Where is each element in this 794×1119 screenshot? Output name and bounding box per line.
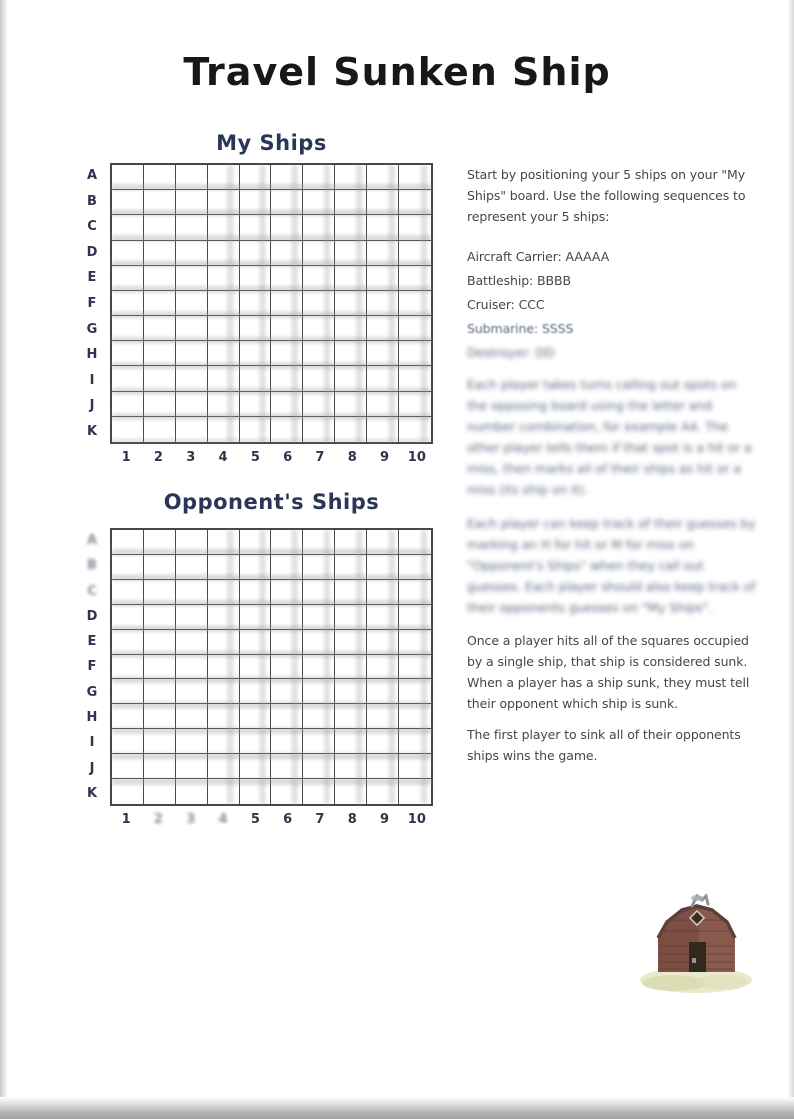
col-label-4: 4 xyxy=(218,812,228,827)
page-edge-left xyxy=(0,0,8,1119)
board-cell xyxy=(176,392,208,417)
board-cell xyxy=(240,366,272,391)
board-cell xyxy=(271,555,303,580)
ship-destroyer: Destroyer: DD xyxy=(467,345,555,360)
board-cell xyxy=(367,729,399,754)
game-grid xyxy=(110,528,433,806)
board-cell xyxy=(112,215,144,240)
board-cell xyxy=(176,679,208,704)
board-cell xyxy=(303,555,335,580)
board-cell xyxy=(399,580,431,605)
intro-paragraph: Start by positioning your 5 ships on your "My Ships" board. Use the following sequences to represent your 5 ships: xyxy=(467,167,746,224)
board-cell xyxy=(144,417,176,442)
board-cell xyxy=(144,729,176,754)
board-cell xyxy=(335,165,367,190)
board-cell xyxy=(271,417,303,442)
board-cell xyxy=(271,165,303,190)
col-label-3: 3 xyxy=(186,812,196,827)
barn-image xyxy=(636,884,758,996)
board-cell xyxy=(240,530,272,555)
board-cell xyxy=(144,266,176,291)
board-cell xyxy=(208,754,240,779)
board-cell xyxy=(112,241,144,266)
board-cell xyxy=(399,630,431,655)
board-cell xyxy=(240,679,272,704)
board-cell xyxy=(208,605,240,630)
board-cell xyxy=(335,630,367,655)
board-cell xyxy=(367,392,399,417)
board-cell xyxy=(176,165,208,190)
col-label-2: 2 xyxy=(153,812,163,827)
board-cell xyxy=(144,704,176,729)
board-cell xyxy=(335,754,367,779)
board-cell xyxy=(176,580,208,605)
board-cell xyxy=(112,291,144,316)
board-cell xyxy=(240,291,272,316)
board-cell xyxy=(176,215,208,240)
col-label-5: 5 xyxy=(250,812,260,827)
board-cell xyxy=(399,165,431,190)
board-cell xyxy=(303,630,335,655)
col-label-7: 7 xyxy=(315,450,325,465)
board-cell xyxy=(303,530,335,555)
row-label-I: I xyxy=(89,372,95,388)
board-cell xyxy=(367,417,399,442)
row-label-K: K xyxy=(86,785,98,801)
board-cell xyxy=(240,266,272,291)
board-cell xyxy=(176,655,208,680)
row-label-E: E xyxy=(87,634,97,650)
board-cell xyxy=(399,341,431,366)
board-cell xyxy=(335,392,367,417)
board-cell xyxy=(176,316,208,341)
row-label-I: I xyxy=(89,735,95,751)
board-cell xyxy=(303,655,335,680)
board-cell xyxy=(399,241,431,266)
col-label-8: 8 xyxy=(347,812,357,827)
board-cell xyxy=(208,165,240,190)
page-title: Travel Sunken Ship xyxy=(183,50,611,94)
row-label-B: B xyxy=(87,193,97,209)
board-cell xyxy=(208,630,240,655)
row-label-F: F xyxy=(87,295,97,311)
board-cell xyxy=(335,266,367,291)
col-labels xyxy=(110,812,433,827)
board-cell xyxy=(144,655,176,680)
board-cell xyxy=(176,190,208,215)
board-cell xyxy=(240,341,272,366)
board-cell xyxy=(112,655,144,680)
board-cell xyxy=(112,679,144,704)
sunk-paragraph: Once a player hits all of the squares occupied by a single ship, that ship is considered sunk. When a player has a ship sunk, they must tell their opponent which ship is sunk. xyxy=(467,633,750,711)
grid-cells xyxy=(112,165,431,442)
board-cell xyxy=(240,241,272,266)
board-cell xyxy=(112,266,144,291)
row-label-A: A xyxy=(86,533,98,549)
board-cell xyxy=(208,704,240,729)
row-label-F: F xyxy=(87,659,97,675)
board-cell xyxy=(240,165,272,190)
board-title-my-ships: My Ships xyxy=(216,131,327,155)
board-cell xyxy=(112,605,144,630)
row-labels xyxy=(80,528,104,806)
board-cell xyxy=(271,580,303,605)
board-cell xyxy=(367,165,399,190)
board-cell xyxy=(208,729,240,754)
board-cell xyxy=(335,316,367,341)
col-label-7: 7 xyxy=(315,812,325,827)
board-cell xyxy=(271,291,303,316)
board-cell xyxy=(367,215,399,240)
board-cell xyxy=(208,655,240,680)
board-cell xyxy=(367,291,399,316)
board-cell xyxy=(367,580,399,605)
board-cell xyxy=(240,580,272,605)
board-cell xyxy=(208,392,240,417)
game-grid xyxy=(110,163,433,444)
board-cell xyxy=(112,555,144,580)
board-cell xyxy=(176,530,208,555)
row-label-G: G xyxy=(86,321,98,337)
board-cell xyxy=(399,779,431,804)
board-cell xyxy=(112,165,144,190)
board-cell xyxy=(144,779,176,804)
board-cell xyxy=(144,215,176,240)
board-cell xyxy=(271,729,303,754)
board-cell xyxy=(399,316,431,341)
board-cell xyxy=(271,630,303,655)
board-cell xyxy=(176,291,208,316)
board-cell xyxy=(144,754,176,779)
board-cell xyxy=(367,316,399,341)
page-edge-right xyxy=(788,0,794,1119)
board-cell xyxy=(399,417,431,442)
board-cell xyxy=(303,316,335,341)
board-cell xyxy=(176,555,208,580)
board-cell xyxy=(399,530,431,555)
board-cell xyxy=(112,392,144,417)
board-cell xyxy=(112,580,144,605)
board-cell xyxy=(144,316,176,341)
board-cell xyxy=(367,704,399,729)
board-cell xyxy=(303,190,335,215)
page-bottom-edge xyxy=(0,1097,794,1119)
board-cell xyxy=(303,704,335,729)
board-cell xyxy=(303,291,335,316)
board-cell xyxy=(303,392,335,417)
board-cell xyxy=(367,366,399,391)
col-label-8: 8 xyxy=(347,450,357,465)
board-cell xyxy=(367,190,399,215)
board-cell xyxy=(303,241,335,266)
board-cell xyxy=(144,190,176,215)
board-cell xyxy=(208,341,240,366)
board-cell xyxy=(176,779,208,804)
board-cell xyxy=(367,530,399,555)
board-cell xyxy=(208,266,240,291)
board-cell xyxy=(112,630,144,655)
board-cell xyxy=(271,754,303,779)
board-cell xyxy=(367,341,399,366)
blurred-paragraph-2: Each player can keep track of their guesses by marking an H for hit or M for miss on "Opponent's Ships" when they call out guesses. Each player should also keep track of their opponents guesses on "My Ships". xyxy=(467,516,756,615)
board-cell xyxy=(303,417,335,442)
board-cell xyxy=(176,341,208,366)
col-label-5: 5 xyxy=(250,450,260,465)
col-label-6: 6 xyxy=(283,450,293,465)
board-cell xyxy=(112,779,144,804)
board-cell xyxy=(399,605,431,630)
col-label-9: 9 xyxy=(380,812,390,827)
col-label-6: 6 xyxy=(283,812,293,827)
board-cell xyxy=(335,241,367,266)
board-cell xyxy=(335,779,367,804)
row-label-H: H xyxy=(86,347,98,363)
board-cell xyxy=(176,366,208,391)
board-cell xyxy=(367,779,399,804)
board-cell xyxy=(271,215,303,240)
ship-submarine: Submarine: SSSS xyxy=(467,321,574,336)
row-labels xyxy=(80,163,104,444)
board-cell xyxy=(240,316,272,341)
col-label-4: 4 xyxy=(218,450,228,465)
board-cell xyxy=(176,704,208,729)
board-cell xyxy=(176,630,208,655)
board-cell xyxy=(271,530,303,555)
board-cell xyxy=(240,392,272,417)
board-cell xyxy=(112,366,144,391)
row-label-C: C xyxy=(87,583,97,599)
board-cell xyxy=(303,754,335,779)
board-cell xyxy=(335,679,367,704)
col-labels xyxy=(110,450,433,465)
board-cell xyxy=(271,704,303,729)
board-cell xyxy=(367,630,399,655)
row-label-E: E xyxy=(87,270,97,286)
instructions-panel xyxy=(467,164,756,766)
board-cell xyxy=(144,630,176,655)
board-cell xyxy=(208,291,240,316)
board-title-opponents-ships: Opponent's Ships xyxy=(163,490,380,514)
board-cell xyxy=(303,679,335,704)
board-cell xyxy=(240,754,272,779)
board-cell xyxy=(399,555,431,580)
board-cell xyxy=(367,605,399,630)
board-cell xyxy=(335,341,367,366)
board-cell xyxy=(144,580,176,605)
board-cell xyxy=(144,605,176,630)
board-cell xyxy=(176,417,208,442)
board-cell xyxy=(271,779,303,804)
board-cell xyxy=(303,366,335,391)
col-label-1: 1 xyxy=(121,450,131,465)
board-cell xyxy=(271,266,303,291)
board-cell xyxy=(144,341,176,366)
board-cell xyxy=(367,241,399,266)
board-cell xyxy=(208,580,240,605)
row-label-G: G xyxy=(86,684,98,700)
board-cell xyxy=(240,605,272,630)
ship-battleship: Battleship: BBBB xyxy=(467,273,571,288)
col-label-9: 9 xyxy=(380,450,390,465)
board-cell xyxy=(144,392,176,417)
row-label-H: H xyxy=(86,710,98,726)
row-label-K: K xyxy=(86,423,98,439)
board-cell xyxy=(271,679,303,704)
board-cell xyxy=(208,215,240,240)
board-cell xyxy=(240,417,272,442)
barn-icon xyxy=(636,884,758,996)
board-cell xyxy=(335,291,367,316)
board-cell xyxy=(208,417,240,442)
board-cell xyxy=(208,779,240,804)
board-cell xyxy=(303,341,335,366)
board-cell xyxy=(271,392,303,417)
board-cell xyxy=(399,215,431,240)
board-cell xyxy=(144,530,176,555)
board-cell xyxy=(367,754,399,779)
board-cell xyxy=(271,655,303,680)
board-cell xyxy=(208,530,240,555)
board-cell xyxy=(303,165,335,190)
board-cell xyxy=(399,291,431,316)
board-cell xyxy=(112,754,144,779)
board-cell xyxy=(112,704,144,729)
board-cell xyxy=(335,580,367,605)
board-cell xyxy=(112,341,144,366)
col-label-10: 10 xyxy=(407,812,426,827)
board-cell xyxy=(112,316,144,341)
board-cell xyxy=(144,366,176,391)
grid-cells xyxy=(112,530,431,804)
col-label-2: 2 xyxy=(153,450,163,465)
board-cell xyxy=(303,779,335,804)
board-cell xyxy=(303,605,335,630)
board-cell xyxy=(208,316,240,341)
win-paragraph: The first player to sink all of their opponents ships wins the game. xyxy=(467,727,741,763)
board-cell xyxy=(144,291,176,316)
board-cell xyxy=(399,704,431,729)
row-label-D: D xyxy=(86,608,98,624)
board-cell xyxy=(240,555,272,580)
row-label-B: B xyxy=(87,558,97,574)
board-cell xyxy=(367,555,399,580)
board-cell xyxy=(240,779,272,804)
board-cell xyxy=(303,215,335,240)
board-cell xyxy=(335,655,367,680)
board-cell xyxy=(303,729,335,754)
board-cell xyxy=(335,366,367,391)
board-cell xyxy=(399,655,431,680)
board-cell xyxy=(335,555,367,580)
board-cell xyxy=(367,679,399,704)
row-label-C: C xyxy=(87,219,97,235)
board-cell xyxy=(271,190,303,215)
row-label-J: J xyxy=(89,760,95,776)
row-label-A: A xyxy=(86,168,98,184)
blurred-paragraph-1: Each player takes turns calling out spots on the opposing board using the letter and number combination, for example A4. The other player tells them if that spot is a hit or a miss, then marks all of their ships as hit or a miss (its ship on it). xyxy=(467,377,752,497)
board-cell xyxy=(176,729,208,754)
board-cell xyxy=(240,729,272,754)
board-cell xyxy=(335,729,367,754)
board-cell xyxy=(399,754,431,779)
board-cell xyxy=(176,241,208,266)
board-cell xyxy=(399,729,431,754)
board-cell xyxy=(240,655,272,680)
board-cell xyxy=(208,241,240,266)
col-label-10: 10 xyxy=(407,450,426,465)
board-cell xyxy=(399,392,431,417)
board-cell xyxy=(208,366,240,391)
board-cell xyxy=(112,530,144,555)
board-cell xyxy=(367,266,399,291)
ship-cruiser: Cruiser: CCC xyxy=(467,297,545,312)
row-label-J: J xyxy=(89,398,95,414)
ship-aircraft-carrier: Aircraft Carrier: AAAAA xyxy=(467,249,610,264)
board-cell xyxy=(303,266,335,291)
board-cell xyxy=(112,417,144,442)
board-cell xyxy=(271,341,303,366)
board-cell xyxy=(240,704,272,729)
board-cell xyxy=(335,605,367,630)
board-cell xyxy=(240,215,272,240)
board-cell xyxy=(335,190,367,215)
board-cell xyxy=(271,605,303,630)
board-cell xyxy=(144,165,176,190)
board-cell xyxy=(335,704,367,729)
board-cell xyxy=(271,316,303,341)
col-label-3: 3 xyxy=(186,450,196,465)
board-cell xyxy=(176,754,208,779)
board-cell xyxy=(399,190,431,215)
board-cell xyxy=(399,679,431,704)
board-cell xyxy=(176,605,208,630)
board-cell xyxy=(240,630,272,655)
board-cell xyxy=(399,266,431,291)
row-label-D: D xyxy=(86,244,98,260)
board-cell xyxy=(240,190,272,215)
board-cell xyxy=(208,679,240,704)
board-cell xyxy=(144,679,176,704)
board-cell xyxy=(367,655,399,680)
board-cell xyxy=(399,366,431,391)
board-cell xyxy=(112,190,144,215)
board-cell xyxy=(208,555,240,580)
col-label-1: 1 xyxy=(121,812,131,827)
board-cell xyxy=(335,417,367,442)
board-cell xyxy=(335,215,367,240)
board-cell xyxy=(271,366,303,391)
board-cell xyxy=(144,555,176,580)
board-cell xyxy=(176,266,208,291)
board-cell xyxy=(271,241,303,266)
board-cell xyxy=(303,580,335,605)
board-cell xyxy=(208,190,240,215)
board-cell xyxy=(112,729,144,754)
board-cell xyxy=(335,530,367,555)
board-cell xyxy=(144,241,176,266)
